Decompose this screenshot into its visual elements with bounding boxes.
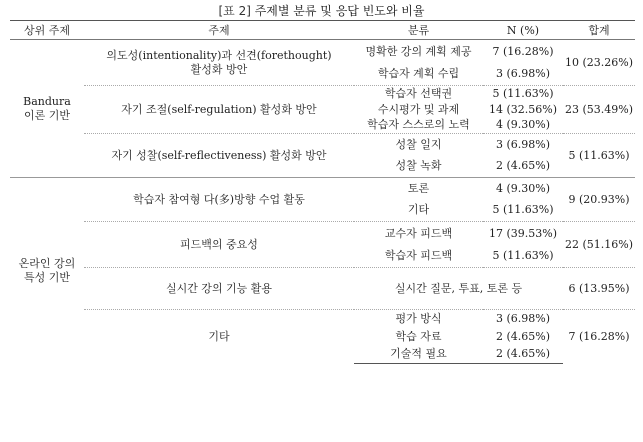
topic-cell: 자기 성찰(self-reflectiveness) 활성화 방안 [84,134,354,178]
classification-cell: 교수자 피드백 [354,222,483,246]
total-cell: 23 (53.49%) [563,86,635,134]
classification-cell: 학습자 스스로의 노력 [367,118,470,132]
header-row [10,21,635,40]
table-row [10,40,635,64]
classification-cell: 학습자 선택권 [354,86,483,102]
topic-cell: 기타 [84,310,354,364]
topic-cell: 자기 조절(self-regulation) 활성화 방안 [84,86,354,134]
total-cell: 9 (20.93%) [563,178,635,222]
classification-cell: 평가 방식 [354,310,483,328]
classification-cell: 수시평가 및 과제 [377,102,460,116]
total-cell: 6 (13.95%) [563,268,635,310]
count-percent-cell: 5 (11.63%) [483,86,563,102]
header-count-percent: N (%) [483,21,563,40]
category-cell: Bandura 이론 기반 [10,40,84,178]
topic-cell: 의도성(intentionality)과 선견(forethought) 활성화 방안 [84,40,354,86]
count-percent-cell: 17 (39.53%) [483,222,563,246]
total-cell: 7 (16.28%) [563,310,635,364]
table-caption [0,2,643,19]
count-percent-cell: 3 (6.98%) [495,67,551,81]
table-row [10,268,635,310]
classification-cell: 기타 [407,203,430,217]
table-row [10,310,635,328]
classification-cell: 성찰 일지 [354,134,483,156]
count-percent-cell: 7 (16.28%) [483,40,563,64]
table-body [10,40,635,364]
count-percent-cell: 2 (4.65%) [495,329,551,343]
total-cell: 22 (51.16%) [563,222,635,268]
table-row [10,222,635,246]
total-cell: 10 (23.26%) [563,40,635,86]
classification-cell: 토론 [354,178,483,200]
table-row [10,86,635,102]
count-percent-cell: 3 (6.98%) [483,310,563,328]
caption-title: 주제별 분류 및 응답 빈도와 비율 [254,4,425,18]
total-cell: 5 (11.63%) [563,134,635,178]
topic-cell: 실시간 강의 기능 활용 [84,268,354,310]
count-percent-cell: 2 (4.65%) [495,159,551,173]
classification-cell: 명확한 강의 계획 제공 [354,40,483,64]
header-category: 상위 주제 [10,21,84,40]
count-percent-cell: 5 (11.63%) [492,249,554,263]
classification-cell: 성찰 녹화 [395,159,442,173]
count-percent-cell: 4 (9.30%) [483,178,563,200]
header-total: 합계 [563,21,635,40]
category-cell: 온라인 강의 특성 기반 [10,178,84,364]
count-percent-cell: 4 (9.30%) [495,118,551,132]
topic-cell: 피드백의 중요성 [84,222,354,268]
classification-cell: 기술적 필요 [354,346,483,364]
caption-label: [표 2] [218,4,251,18]
classification-cell: 학습 자료 [395,329,442,343]
count-percent-cell: 5 (11.63%) [492,203,554,217]
count-percent-cell: 3 (6.98%) [483,134,563,156]
header-topic: 주제 [84,21,354,40]
header-classification: 분류 [354,21,483,40]
frequency-table [10,20,635,364]
classification-cell: 학습자 피드백 [384,249,453,263]
count-percent-cell: 14 (32.56%) [488,102,558,116]
merged-classification-cell: 실시간 질문, 투표, 토론 등 [354,268,563,310]
count-percent-cell: 2 (4.65%) [483,346,563,364]
table-row [10,178,635,200]
table-row [10,134,635,156]
topic-cell: 학습자 참여형 다(多)방향 수업 활동 [84,178,354,222]
classification-cell: 학습자 계획 수립 [377,67,460,81]
